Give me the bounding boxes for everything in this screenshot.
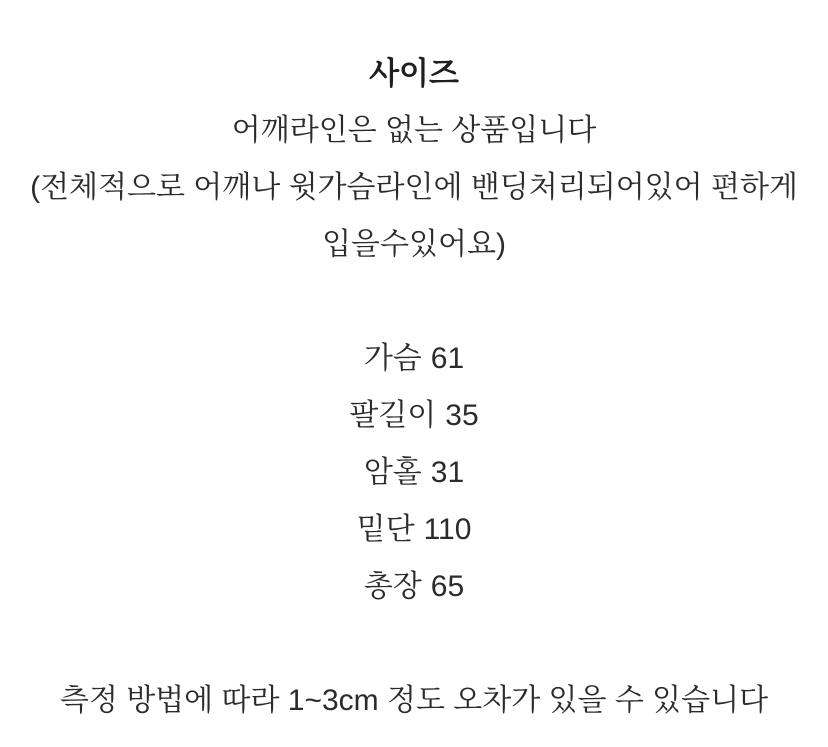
measurement-label: 팔길이	[349, 399, 437, 432]
measurement-value: 31	[430, 456, 465, 489]
section-gap	[30, 273, 798, 330]
section-gap	[30, 615, 798, 672]
banding-description: (전체적으로 어깨나 윗가슴라인에 밴딩처리되어있어 편하게 입을수있어요)	[30, 171, 798, 261]
measurement-row-armhole	[30, 444, 798, 501]
measurement-list	[30, 330, 798, 615]
measurement-value: 65	[430, 570, 465, 603]
measurement-label: 암홀	[363, 456, 422, 489]
measurement-row-chest	[30, 330, 798, 387]
measurement-value: 35	[445, 399, 479, 432]
tolerance-note: 측정 방법에 따라 1~3cm 정도 오차가 있을 수 있습니다	[59, 684, 769, 717]
measurement-label: 총장	[363, 570, 422, 603]
measurement-row-sleeve-length	[30, 387, 798, 444]
measurement-row-hem	[30, 501, 798, 558]
shoulder-line-note: 어깨라인은 없는 상품입니다	[231, 114, 597, 147]
size-section-title: 사이즈	[369, 56, 459, 91]
measurement-value: 61	[430, 342, 465, 375]
measurement-label: 가슴	[363, 342, 422, 375]
measurement-value: 110	[423, 513, 472, 546]
measurement-label: 밑단	[356, 513, 415, 546]
measurement-row-total-length	[30, 558, 798, 615]
